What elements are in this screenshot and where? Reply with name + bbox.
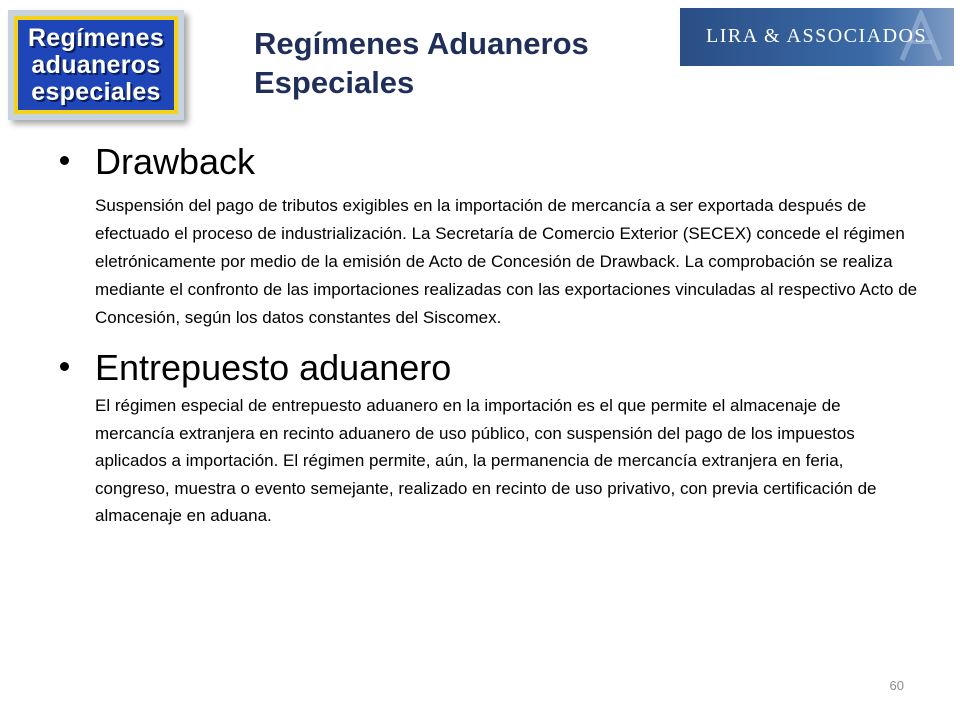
- entrepuesto-description: El régimen especial de entrepuesto aduanero en la importación es el que permite el almacenaje de mercancía extranjera en recinto aduanero de uso público, con suspensión del pago de los impuestos aplicados a importación. El régimen permite, aún, la permanencia de mercancía extranjera en feria, congreso, muestra o evento semejante, realizado en recinto de uso privativo, con previa certificación de almacenaje en aduana.: [95, 396, 877, 525]
- page-title-line-2: Especiales: [254, 65, 415, 100]
- bullet-dot-icon: [60, 362, 69, 371]
- lira-associados-logo: [680, 8, 954, 66]
- slide-content: [60, 140, 920, 530]
- page-title: [254, 24, 654, 102]
- page-number: 60: [889, 678, 904, 693]
- lira-associados-logo-text: LIRA & ASSOCIADOS: [706, 25, 928, 47]
- regimenes-logo: [8, 10, 184, 120]
- drawback-description: Suspensión del pago de tributos exigibles en la importación de mercancía a ser exportada después de efectuado el proceso de industrialización. La Secretaría de Comercio Exterior (SECEX) concede el régimen eletrónicamente por medio de la emisión de Acto de Concesión de Drawback. La comprobación se realiza mediante el confronto de las importaciones realizadas con las exportaciones vinculadas al respectivo Acto de Concesión, según los datos constantes del Siscomex.: [95, 196, 918, 327]
- regimenes-logo-badge: [14, 16, 178, 114]
- page-title-line-1: Regímenes Aduaneros: [254, 26, 589, 61]
- bullet-entrepuesto-aduanero: [60, 346, 920, 530]
- regimenes-logo-line-2: aduaneros: [31, 50, 161, 79]
- bullet-dot-icon: [60, 156, 69, 165]
- bullet-heading-drawback: Drawback: [95, 141, 256, 182]
- regimenes-logo-line-3: especiales: [31, 77, 161, 106]
- bullet-heading-entrepuesto: Entrepuesto aduanero: [95, 347, 452, 388]
- bullet-drawback: [60, 140, 920, 332]
- regimenes-logo-line-1: Regímenes: [27, 23, 165, 52]
